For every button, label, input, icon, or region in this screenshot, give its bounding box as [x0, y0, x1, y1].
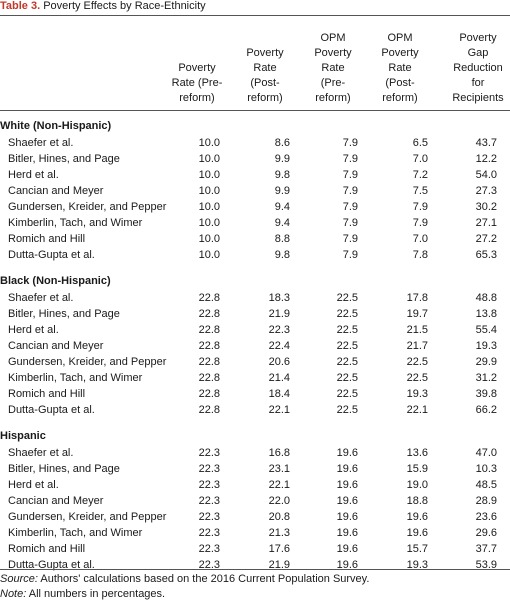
cell-value: 22.0 [268, 495, 290, 507]
cell-value: 23.6 [475, 511, 497, 523]
cell-value: 48.5 [475, 479, 497, 491]
cell-value: 21.3 [268, 527, 290, 539]
study-name: Dutta-Gupta et al. [8, 249, 95, 261]
cell-value: 22.8 [198, 292, 220, 304]
study-name: Cancian and Meyer [8, 495, 104, 507]
study-name: Gundersen, Kreider, and Pepper [8, 356, 167, 368]
source-note [0, 572, 369, 586]
table-row [0, 354, 510, 370]
table-row [0, 290, 510, 306]
column-header-3 [299, 18, 367, 106]
cell-value: 19.6 [406, 527, 428, 539]
study-name: Kimberlin, Tach, and Wimer [8, 372, 143, 384]
study-name: Romich and Hill [8, 388, 86, 400]
cell-value: 9.8 [274, 169, 290, 181]
cell-value: 7.9 [342, 137, 358, 149]
cell-value: 19.7 [406, 308, 428, 320]
cell-value: 28.9 [475, 495, 497, 507]
cell-value: 8.6 [274, 137, 290, 149]
cell-value: 10.0 [198, 233, 220, 245]
cell-value: 22.8 [198, 308, 220, 320]
cell-value: 20.8 [268, 511, 290, 523]
column-header-line: for [471, 77, 485, 89]
cell-value: 9.9 [274, 185, 290, 197]
column-header-line: (Post- [385, 77, 415, 89]
table-row [0, 370, 510, 386]
column-header-line: Poverty [381, 47, 419, 59]
table-row [0, 477, 510, 493]
study-name: Kimberlin, Tach, and Wimer [8, 217, 143, 229]
cell-value: 43.7 [475, 137, 497, 149]
study-name: Bitler, Hines, and Page [8, 308, 120, 320]
table-row [0, 199, 510, 215]
table-number: Table 3. [0, 0, 41, 12]
column-header-line: OPM [387, 32, 413, 44]
table-row [0, 322, 510, 338]
study-name: Cancian and Meyer [8, 185, 104, 197]
cell-value: 9.4 [274, 201, 290, 213]
bottom-rule [0, 569, 510, 570]
study-name: Shaefer et al. [8, 292, 74, 304]
note-text: All numbers in percentages. [26, 588, 166, 600]
cell-value: 22.8 [198, 388, 220, 400]
cell-value: 7.8 [412, 249, 428, 261]
table-title-text: Poverty Effects by Race-Ethnicity [40, 0, 206, 12]
group-heading: White (Non-Hispanic) [0, 120, 112, 132]
study-name: Bitler, Hines, and Page [8, 463, 120, 475]
column-header-5 [444, 18, 510, 106]
study-name: Gundersen, Kreider, and Pepper [8, 201, 167, 213]
cell-value: 22.3 [198, 479, 220, 491]
cell-value: 22.3 [198, 559, 220, 571]
table-row [0, 135, 510, 151]
cell-value: 15.7 [406, 543, 428, 555]
cell-value: 9.8 [274, 249, 290, 261]
table-row [0, 402, 510, 418]
column-header-line: (Pre- [320, 77, 346, 89]
cell-value: 22.1 [268, 404, 290, 416]
study-name: Shaefer et al. [8, 447, 74, 459]
cell-value: 22.3 [198, 543, 220, 555]
cell-value: 7.2 [412, 169, 428, 181]
table-title [0, 0, 206, 13]
cell-value: 22.5 [406, 356, 428, 368]
column-header-line: Poverty [459, 32, 497, 44]
table-row [0, 231, 510, 247]
cell-value: 7.9 [342, 249, 358, 261]
cell-value: 22.8 [198, 340, 220, 352]
cell-value: 7.9 [342, 169, 358, 181]
table-row [0, 509, 510, 525]
study-name: Shaefer et al. [8, 137, 74, 149]
cell-value: 47.0 [475, 447, 497, 459]
header-rule [0, 110, 510, 111]
cell-value: 13.6 [406, 447, 428, 459]
cell-value: 22.1 [406, 404, 428, 416]
column-header-line: Rate [253, 62, 277, 74]
column-header-line: Rate [388, 62, 412, 74]
cell-value: 22.5 [336, 292, 358, 304]
cell-value: 10.0 [198, 217, 220, 229]
cell-value: 48.8 [475, 292, 497, 304]
study-name: Romich and Hill [8, 233, 86, 245]
study-name: Herd et al. [8, 324, 59, 336]
cell-value: 55.4 [475, 324, 497, 336]
cell-value: 21.4 [268, 372, 290, 384]
cell-value: 17.6 [268, 543, 290, 555]
cell-value: 19.6 [336, 559, 358, 571]
cell-value: 7.9 [342, 217, 358, 229]
column-header-line: Poverty [246, 47, 284, 59]
cell-value: 7.9 [342, 153, 358, 165]
cell-value: 22.8 [198, 404, 220, 416]
cell-value: 22.3 [198, 511, 220, 523]
study-name: Kimberlin, Tach, and Wimer [8, 527, 143, 539]
column-header-2 [231, 18, 299, 106]
cell-value: 29.6 [475, 527, 497, 539]
cell-value: 7.5 [412, 185, 428, 197]
column-header-line: Poverty [314, 47, 352, 59]
cell-value: 22.5 [336, 324, 358, 336]
table-row [0, 215, 510, 231]
cell-value: 18.8 [406, 495, 428, 507]
column-header-line: (Post- [250, 77, 280, 89]
cell-value: 10.0 [198, 249, 220, 261]
top-rule [0, 15, 510, 16]
study-name: Cancian and Meyer [8, 340, 104, 352]
cell-value: 19.6 [336, 463, 358, 475]
cell-value: 13.8 [475, 308, 497, 320]
column-header-line: Rate (Pre- [171, 77, 223, 89]
cell-value: 10.0 [198, 185, 220, 197]
cell-value: 30.2 [475, 201, 497, 213]
cell-value: 8.8 [274, 233, 290, 245]
cell-value: 22.4 [268, 340, 290, 352]
cell-value: 22.5 [336, 308, 358, 320]
column-header-line: reform) [382, 92, 418, 104]
cell-value: 19.3 [406, 388, 428, 400]
cell-value: 19.3 [475, 340, 497, 352]
column-header-line: Gap [467, 47, 489, 59]
cell-value: 31.2 [475, 372, 497, 384]
cell-value: 7.0 [412, 153, 428, 165]
cell-value: 22.5 [336, 340, 358, 352]
cell-value: 22.5 [406, 372, 428, 384]
percent-note [0, 587, 165, 601]
cell-value: 53.9 [475, 559, 497, 571]
column-header-line: Rate [321, 62, 345, 74]
cell-value: 22.8 [198, 372, 220, 384]
study-name: Dutta-Gupta et al. [8, 559, 95, 571]
cell-value: 19.6 [336, 447, 358, 459]
cell-value: 10.0 [198, 201, 220, 213]
group-heading: Black (Non-Hispanic) [0, 275, 111, 287]
cell-value: 22.5 [336, 388, 358, 400]
cell-value: 7.9 [412, 217, 428, 229]
cell-value: 17.8 [406, 292, 428, 304]
cell-value: 16.8 [268, 447, 290, 459]
column-header-line: OPM [320, 32, 346, 44]
cell-value: 19.6 [336, 543, 358, 555]
source-label: Source: [0, 573, 38, 585]
table-row [0, 338, 510, 354]
cell-value: 21.5 [406, 324, 428, 336]
cell-value: 6.5 [412, 137, 428, 149]
cell-value: 39.8 [475, 388, 497, 400]
cell-value: 22.5 [336, 372, 358, 384]
group-heading: Hispanic [0, 430, 46, 442]
cell-value: 27.1 [475, 217, 497, 229]
table-row [0, 247, 510, 263]
study-name: Gundersen, Kreider, and Pepper [8, 511, 167, 523]
cell-value: 15.9 [406, 463, 428, 475]
cell-value: 7.9 [342, 201, 358, 213]
cell-value: 22.8 [198, 324, 220, 336]
cell-value: 22.3 [268, 324, 290, 336]
study-name: Herd et al. [8, 169, 59, 181]
table-row [0, 557, 510, 573]
cell-value: 19.3 [406, 559, 428, 571]
table-row [0, 525, 510, 541]
cell-value: 21.9 [268, 308, 290, 320]
cell-value: 23.1 [268, 463, 290, 475]
cell-value: 10.3 [475, 463, 497, 475]
cell-value: 66.2 [475, 404, 497, 416]
cell-value: 12.2 [475, 153, 497, 165]
cell-value: 9.9 [274, 153, 290, 165]
cell-value: 19.6 [406, 511, 428, 523]
cell-value: 7.9 [412, 201, 428, 213]
column-header-4 [366, 18, 434, 106]
cell-value: 10.0 [198, 169, 220, 181]
cell-value: 29.9 [475, 356, 497, 368]
cell-value: 21.7 [406, 340, 428, 352]
table-row [0, 541, 510, 557]
cell-value: 9.4 [274, 217, 290, 229]
table-row [0, 493, 510, 509]
table-row [0, 445, 510, 461]
table-row [0, 386, 510, 402]
cell-value: 7.9 [342, 233, 358, 245]
table-row [0, 151, 510, 167]
column-header-line: reform) [247, 92, 283, 104]
column-header-line: reform) [179, 92, 215, 104]
study-name: Herd et al. [8, 479, 59, 491]
cell-value: 21.9 [268, 559, 290, 571]
cell-value: 7.0 [412, 233, 428, 245]
cell-value: 54.0 [475, 169, 497, 181]
column-header-line: Recipients [452, 92, 504, 104]
table-row [0, 167, 510, 183]
cell-value: 22.5 [336, 356, 358, 368]
cell-value: 65.3 [475, 249, 497, 261]
cell-value: 22.1 [268, 479, 290, 491]
cell-value: 22.3 [198, 495, 220, 507]
cell-value: 37.7 [475, 543, 497, 555]
column-header-1 [163, 18, 231, 106]
column-header-line: Reduction [453, 62, 503, 74]
cell-value: 22.8 [198, 356, 220, 368]
cell-value: 19.6 [336, 495, 358, 507]
study-name: Dutta-Gupta et al. [8, 404, 95, 416]
cell-value: 22.3 [198, 527, 220, 539]
table-row [0, 183, 510, 199]
cell-value: 27.2 [475, 233, 497, 245]
study-name: Bitler, Hines, and Page [8, 153, 120, 165]
source-text: Authors' calculations based on the 2016 Current Population Survey. [37, 573, 370, 585]
cell-value: 22.3 [198, 463, 220, 475]
cell-value: 22.5 [336, 404, 358, 416]
cell-value: 19.6 [336, 527, 358, 539]
cell-value: 20.6 [268, 356, 290, 368]
cell-value: 18.4 [268, 388, 290, 400]
cell-value: 10.0 [198, 153, 220, 165]
column-header-line: reform) [315, 92, 351, 104]
cell-value: 27.3 [475, 185, 497, 197]
cell-value: 19.6 [336, 479, 358, 491]
column-header-line: Poverty [178, 62, 216, 74]
table-row [0, 461, 510, 477]
cell-value: 22.3 [198, 447, 220, 459]
cell-value: 18.3 [268, 292, 290, 304]
cell-value: 7.9 [342, 185, 358, 197]
cell-value: 10.0 [198, 137, 220, 149]
cell-value: 19.6 [336, 511, 358, 523]
study-name: Romich and Hill [8, 543, 86, 555]
note-label: Note: [0, 588, 27, 600]
cell-value: 19.0 [406, 479, 428, 491]
table-row [0, 306, 510, 322]
